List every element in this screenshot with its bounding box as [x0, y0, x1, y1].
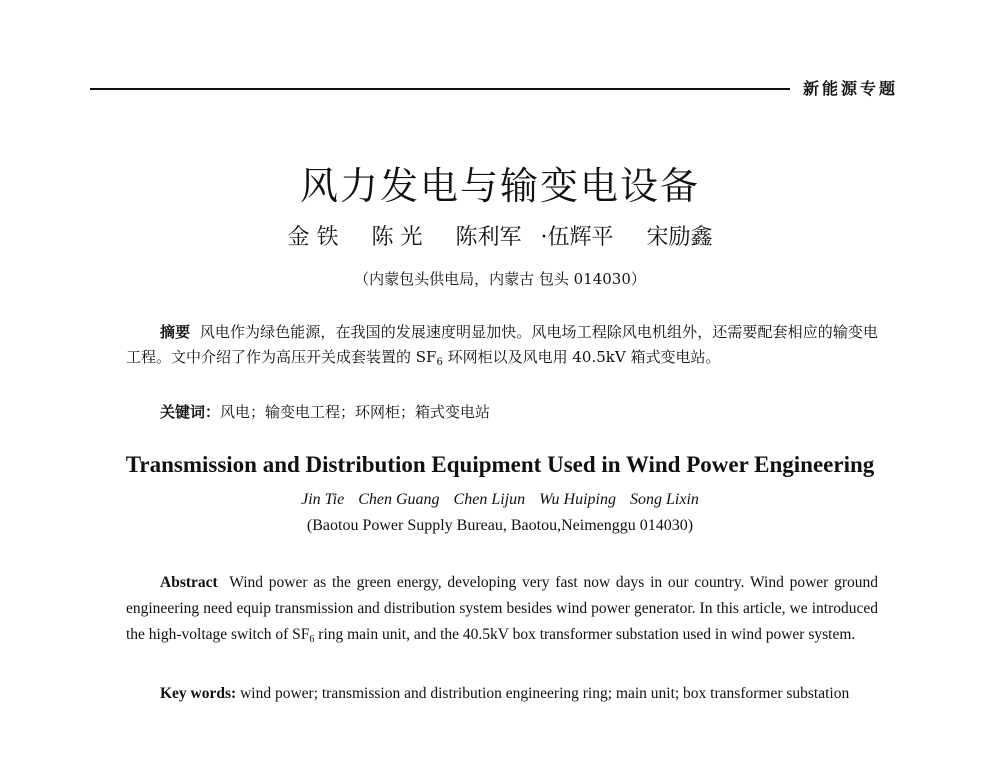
cn-abstract — [126, 320, 878, 370]
cn-author: 宋励鑫 — [646, 225, 713, 250]
en-keywords-label: Key words: — [160, 685, 237, 702]
en-author: Wu Huiping — [539, 491, 616, 508]
cn-keywords — [126, 400, 878, 425]
cn-abstract-text-end: 环网柜以及风电用 40.5kV 箱式变电站。 — [442, 348, 721, 366]
en-abstract-text-end: ring main unit, and the 40.5kV box transformer substation used in wind power system. — [314, 626, 856, 643]
en-author: Song Lixin — [630, 491, 699, 508]
cn-author: 陈 光 — [371, 225, 423, 250]
cn-affiliation: （内蒙包头供电局，内蒙古 包头 014030） — [354, 270, 646, 288]
en-affiliation: (Baotou Power Supply Bureau, Baotou,Neimenggu 014030) — [306, 517, 694, 534]
en-abstract-label: Abstract — [160, 574, 218, 591]
cn-keywords-label: 关键词： — [160, 403, 221, 421]
en-abstract-subscript: 6 — [309, 634, 315, 645]
cn-abstract-text: 风电作为绿色能源，在我国的发展速度明显加快。风电场工程除风电机组外，还需要配套相应的输变电工程。文中介绍了作为高压开关成套装置的 SF — [126, 323, 878, 366]
cn-author: 陈利军 — [455, 225, 522, 250]
en-author: Jin Tie — [301, 491, 345, 508]
en-author: Chen Guang — [358, 491, 440, 508]
cn-keywords-text: 风电；输变电工程；环网柜；箱式变电站 — [220, 403, 491, 421]
en-keywords-text: wind power; transmission and distribution engineering ring; main unit; box transformer substation — [236, 685, 850, 702]
en-keywords — [126, 681, 878, 707]
cn-authors — [0, 220, 1000, 251]
cn-author: 金 铁 — [287, 225, 339, 250]
en-abstract-text: Wind power as the green energy, developing very fast now days in our country. Wind power ground engineering need equip transmission and distribution system besides wind power generator. In this article, we introduced the high-voltage switch of SF — [126, 574, 879, 643]
cn-abstract-label: 摘要 — [160, 323, 191, 341]
cn-title: 风力发电与输变电设备 — [299, 164, 700, 208]
cn-abstract-subscript: 6 — [436, 357, 443, 368]
en-author: Chen Lijun — [453, 491, 526, 508]
en-title: Transmission and Distribution Equipment Used in Wind Power Engineering — [125, 452, 875, 477]
en-abstract — [126, 570, 878, 648]
section-tag: 新能源专题 — [803, 79, 899, 98]
en-authors — [0, 491, 1000, 509]
header-rule — [90, 88, 790, 90]
cn-author: ·伍辉平 — [540, 225, 614, 250]
